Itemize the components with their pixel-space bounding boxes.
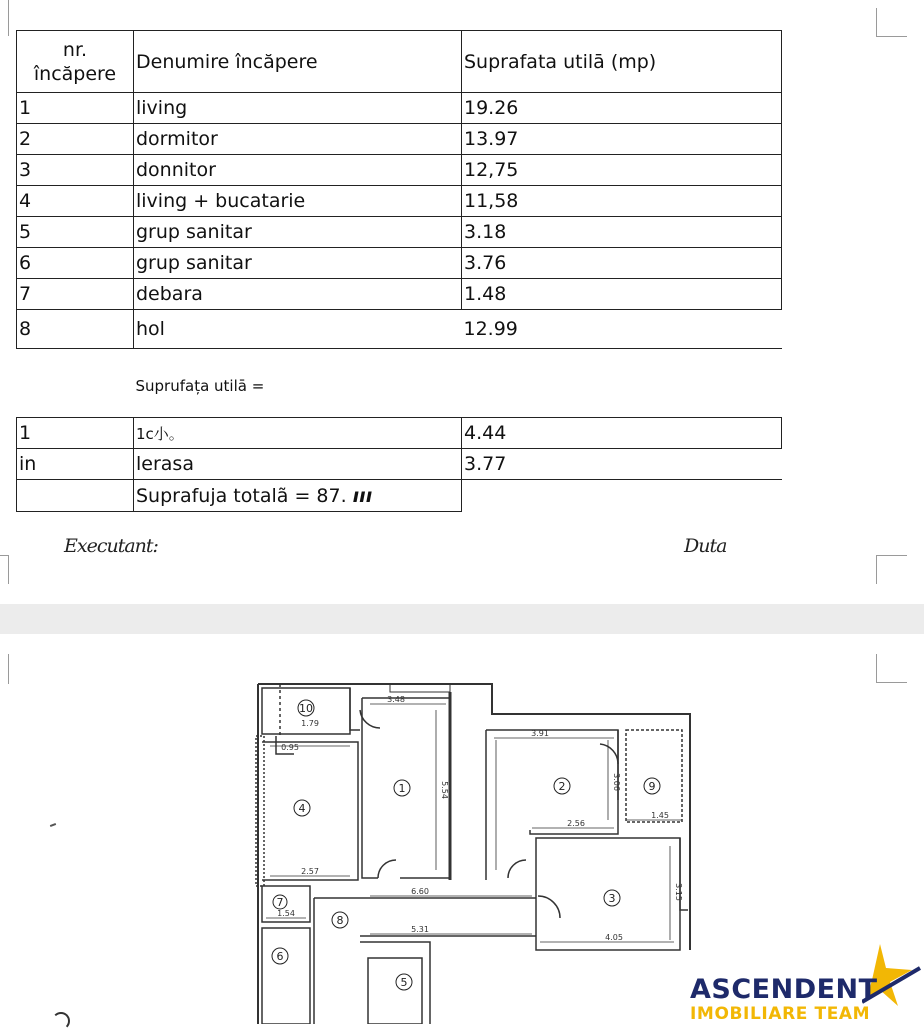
row-area: 1.48	[462, 279, 782, 310]
table-row	[17, 124, 782, 155]
row-name: grup sanitar	[134, 217, 462, 248]
room-number: 1	[398, 782, 406, 795]
row-name: hol	[134, 310, 462, 349]
room-number: 6	[276, 950, 284, 963]
row-name: living + bucatarie	[134, 186, 462, 217]
room-area-table	[16, 30, 782, 512]
total-spacer	[17, 480, 134, 512]
dimension-label: 1.79	[301, 719, 319, 728]
row-name: living	[134, 93, 462, 124]
crop-mark	[876, 555, 907, 584]
signature-executant: Executant:	[64, 535, 158, 557]
row-nr: 4	[17, 186, 134, 217]
ascendent-logo	[690, 940, 922, 1024]
room-marker-9	[644, 778, 660, 794]
subtotal-spacer	[17, 349, 134, 418]
row-nr: 2	[17, 124, 134, 155]
row-area: 12.99	[462, 310, 782, 349]
room-number: 8	[336, 914, 344, 927]
crop-mark	[876, 8, 907, 37]
row-name: debara	[134, 279, 462, 310]
row-area: 3.18	[462, 217, 782, 248]
signature-duta: Duta	[684, 535, 727, 557]
dimension-label: 3.06	[612, 773, 621, 791]
row-nr: 6	[17, 248, 134, 279]
dimension-label: 1.54	[277, 909, 295, 918]
row-name: donnitor	[134, 155, 462, 186]
room-marker-8	[332, 912, 348, 928]
row-nr: 8	[17, 310, 134, 349]
row-area: 3.76	[462, 248, 782, 279]
dimension-label: 6.60	[411, 887, 429, 896]
row-name: 1c小。	[134, 418, 462, 449]
row-area: 13.97	[462, 124, 782, 155]
scan-speck	[52, 1012, 70, 1030]
dimension-label: 3.48	[387, 695, 405, 704]
table-row	[17, 93, 782, 124]
dimension-label: 1.45	[651, 811, 669, 820]
room-number: 9	[648, 780, 656, 793]
row-nr: 1	[17, 93, 134, 124]
row-nr: 1	[17, 418, 134, 449]
row-nr: 5	[17, 217, 134, 248]
crop-mark	[0, 654, 9, 684]
table-row	[17, 155, 782, 186]
room-marker-6	[272, 948, 288, 964]
row-nr: 7	[17, 279, 134, 310]
room-number: 10	[299, 702, 313, 715]
row-name: lerasa	[134, 449, 462, 480]
room-marker-4	[294, 800, 310, 816]
room-number: 2	[558, 780, 566, 793]
dimension-label: 0.95	[281, 743, 299, 752]
subtotal-label: Suprufața utilā =	[134, 349, 462, 418]
room-marker-2	[554, 778, 570, 794]
room-marker-10	[298, 700, 314, 716]
row-name: dormitor	[134, 124, 462, 155]
dimension-label: 2.57	[301, 867, 319, 876]
table-row	[17, 449, 782, 480]
row-area: 11,58	[462, 186, 782, 217]
total-spacer	[462, 480, 782, 512]
room-marker-3	[604, 890, 620, 906]
total-label: Suprafuja totalã = 87. ııı	[134, 480, 462, 512]
row-nr: 3	[17, 155, 134, 186]
dimension-label: 5.31	[411, 925, 429, 934]
dimension-label: 3.91	[531, 729, 549, 738]
room-marker-1	[394, 780, 410, 796]
table-header	[17, 31, 782, 93]
room-marker-5	[396, 974, 412, 990]
row-area: 19.26	[462, 93, 782, 124]
subtotal-row	[17, 349, 782, 418]
scan-speck	[50, 823, 56, 827]
row-nr: in	[17, 449, 134, 480]
header-nr: nr. încăpere	[17, 31, 134, 93]
room-number: 3	[608, 892, 616, 905]
row-area: 12,75	[462, 155, 782, 186]
room-number: 7	[276, 896, 284, 909]
table-row	[17, 279, 782, 310]
row-area: 3.77	[462, 449, 782, 480]
floor-plan	[240, 670, 700, 1024]
table-row	[17, 217, 782, 248]
table-row	[17, 186, 782, 217]
dimension-label: 3.15	[674, 883, 683, 901]
row-name: grup sanitar	[134, 248, 462, 279]
crop-mark	[876, 654, 907, 683]
room-number: 4	[298, 802, 306, 815]
dimension-label: 2.56	[567, 819, 585, 828]
total-row	[17, 480, 782, 512]
subtotal-spacer	[462, 349, 782, 418]
table-row	[17, 418, 782, 449]
row-area: 4.44	[462, 418, 782, 449]
header-name: Denumire încăpere	[134, 31, 462, 93]
room-number: 5	[400, 976, 408, 989]
crop-mark	[0, 0, 9, 36]
page-gap	[0, 604, 924, 634]
dimension-label: 5.54	[440, 781, 449, 799]
crop-mark	[0, 555, 9, 584]
dimension-label: 4.05	[605, 933, 623, 942]
logo-sub-text: IMOBILIARE TEAM	[690, 1004, 871, 1024]
logo-main-text: ASCENDENT	[690, 974, 878, 1005]
header-area: Suprafata utilā (mp)	[462, 31, 782, 93]
room-marker-7	[273, 895, 287, 909]
table-row	[17, 310, 782, 349]
table-row	[17, 248, 782, 279]
